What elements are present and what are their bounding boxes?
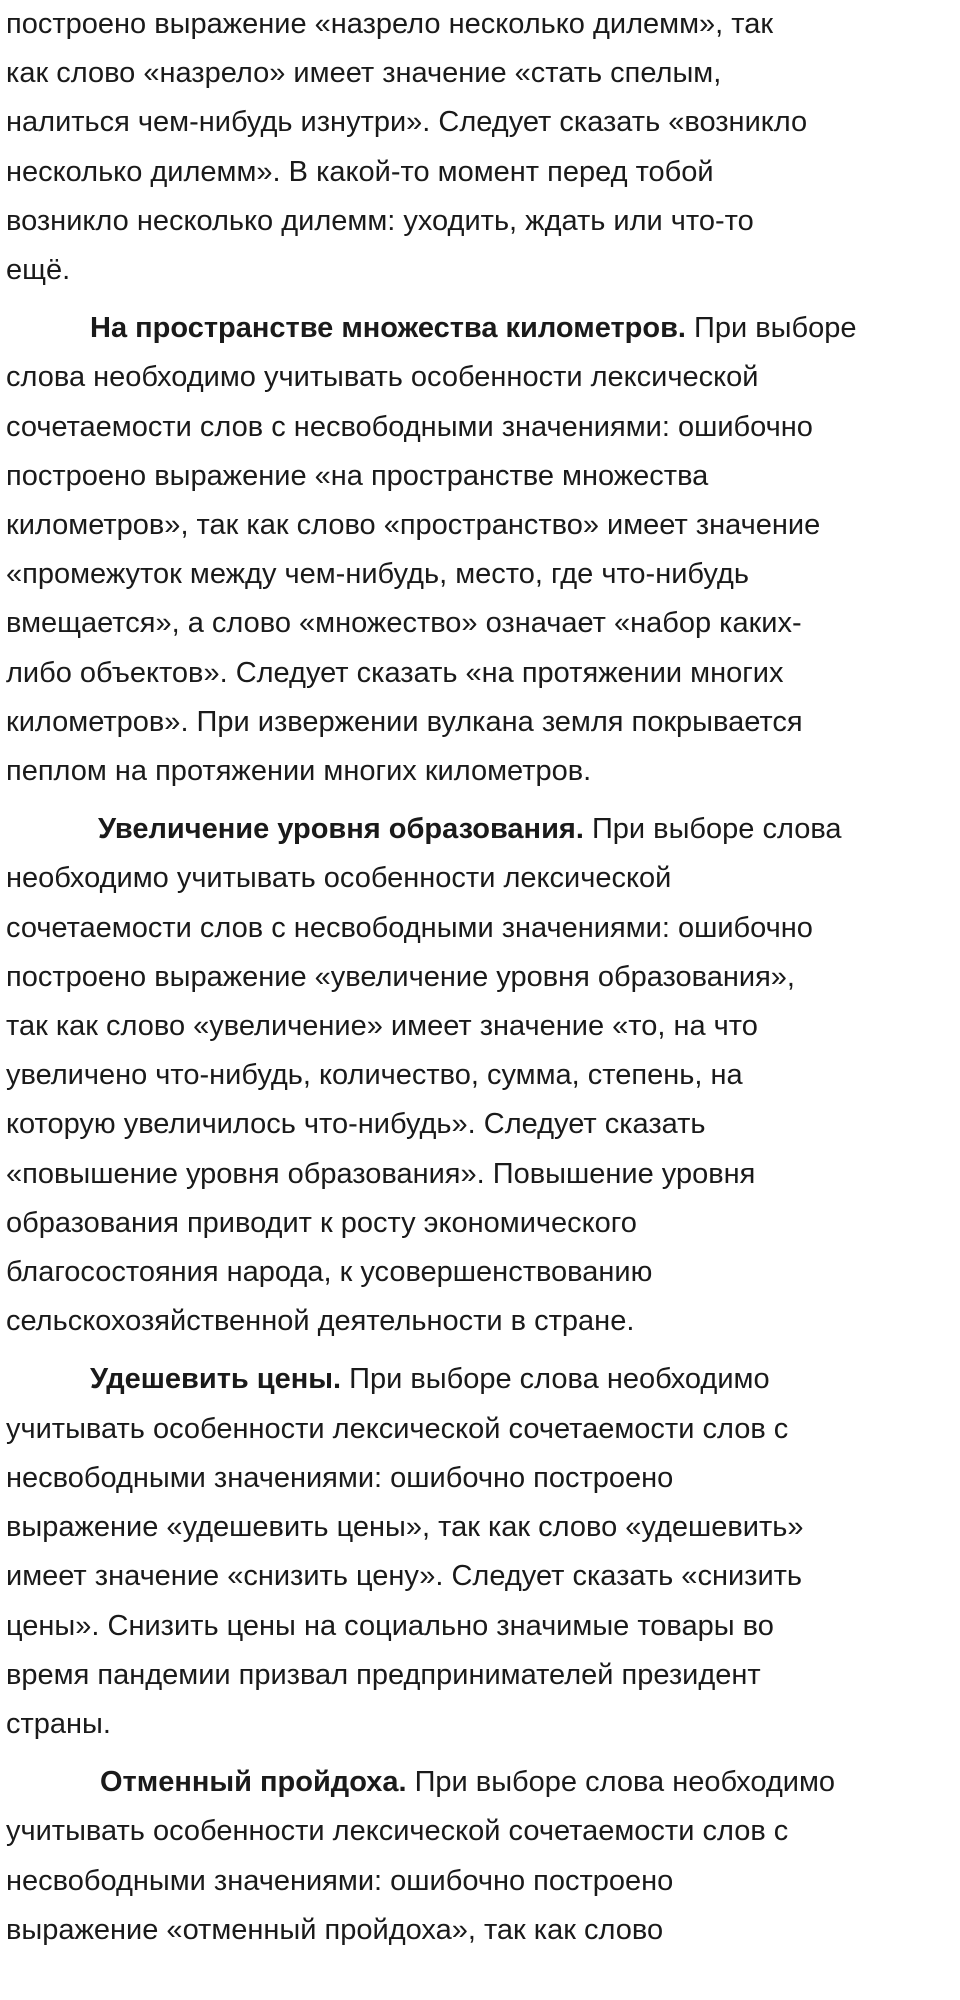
text-line: несколько дилемм». В какой-то момент перед тобой — [6, 155, 714, 188]
text-line: как слово «назрело» имеет значение «стать спелым, — [6, 57, 722, 90]
text-line: возникло несколько дилемм: уходить, ждать или что-то — [6, 204, 754, 237]
text-line: учитывать особенности лексической сочетаемости слов с — [6, 1412, 789, 1445]
text-run: При выборе слова необходимо — [406, 1766, 836, 1799]
text-line: километров». При извержении вулкана земля покрывается — [6, 705, 803, 738]
paragraph-heading: На пространстве множества километров. — [90, 312, 686, 345]
text-line: построено выражение «на пространстве множества — [6, 459, 709, 492]
text-line: несвободными значениями: ошибочно построено — [6, 1864, 674, 1897]
text-line-first — [6, 304, 956, 353]
text-line: выражение «отменный пройдоха», так как слово — [6, 1913, 664, 1946]
text-line: сочетаемости слов с несвободными значениями: ошибочно — [6, 410, 813, 443]
text-line: страны. — [6, 1707, 111, 1740]
text-line: налиться чем-нибудь изнутри». Следует сказать «возникло — [6, 106, 808, 139]
text-line: образования приводит к росту экономического — [6, 1206, 637, 1239]
text-line-first — [6, 805, 956, 854]
text-line: несвободными значениями: ошибочно построено — [6, 1461, 674, 1494]
text-line: цены». Снизить цены на социально значимые товары во — [6, 1609, 774, 1642]
text-line-first — [6, 1758, 956, 1807]
text-run: При выборе — [685, 312, 857, 345]
text-line: ещё. — [6, 254, 71, 287]
paragraph-education — [6, 805, 956, 1346]
paragraph-heading: Отменный пройдоха. — [100, 1766, 407, 1799]
text-line: время пандемии призвал предпринимателей президент — [6, 1658, 761, 1691]
text-run: При выборе слова необходимо — [341, 1363, 770, 1396]
paragraph-dilemma-continuation — [6, 0, 956, 295]
text-line: увеличено что-нибудь, количество, сумма, степень, на — [6, 1059, 743, 1092]
text-line: пеплом на протяжении многих километров. — [6, 755, 592, 788]
text-line: выражение «удешевить цены», так как слово «удешевить» — [6, 1511, 804, 1544]
text-line: построено выражение «увеличение уровня образования», — [6, 960, 795, 993]
text-run: При выборе слова — [583, 813, 842, 846]
paragraph-heading: Увеличение уровня образования. — [98, 813, 584, 846]
text-line: имеет значение «снизить цену». Следует сказать «снизить — [6, 1560, 803, 1593]
text-line: километров», так как слово «пространство» имеет значение — [6, 509, 821, 542]
paragraph-kilometers — [6, 304, 956, 796]
text-line: вмещается», а слово «множество» означает «набор каких- — [6, 607, 802, 640]
text-line: благосостояния народа, к усовершенствованию — [6, 1256, 653, 1289]
text-line: сельскохозяйственной деятельности в стране. — [6, 1305, 635, 1338]
text-line: учитывать особенности лексической сочетаемости слов с — [6, 1815, 789, 1848]
text-line: необходимо учитывать особенности лексической — [6, 862, 672, 895]
text-line: сочетаемости слов с несвободными значениями: ошибочно — [6, 911, 813, 944]
text-line: «повышение уровня образования». Повышение уровня — [6, 1157, 756, 1190]
text-line: либо объектов». Следует сказать «на протяжении многих — [6, 656, 784, 689]
paragraph-rogue — [6, 1758, 956, 1955]
text-line: построено выражение «назрело несколько дилемм», так — [6, 8, 774, 40]
paragraph-prices — [6, 1355, 956, 1749]
text-line: слова необходимо учитывать особенности лексической — [6, 361, 759, 394]
document-page — [6, 0, 956, 1955]
text-line-first — [6, 1355, 956, 1404]
text-line: которую увеличилось что-нибудь». Следует сказать — [6, 1108, 706, 1141]
text-line: «промежуток между чем-нибудь, место, где что-нибудь — [6, 558, 749, 591]
text-line: так как слово «увеличение» имеет значение «то, на что — [6, 1010, 758, 1043]
paragraph-heading: Удешевить цены. — [90, 1363, 342, 1396]
